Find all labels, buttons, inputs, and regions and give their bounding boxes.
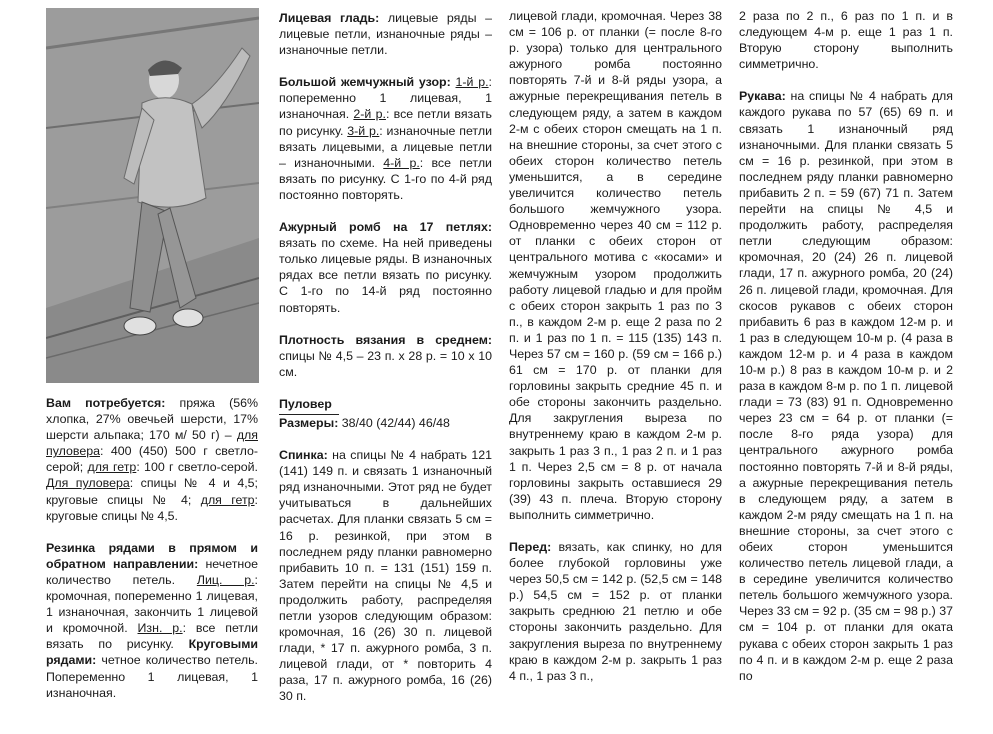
back-continued-paragraph: лицевой глади, кромочная. Через 38 см = 106 р. от планки (= после 8-го р. узора) только для центрального ажурного ромба постоянно повторять 7-й и 8-й ряды узора, а ажурные перекрещивания петель в следующем ряду, а затем в каждом 2-м с обеих сторон смещать на 1 п. на внешние стороны, за счет этого с обеих сторон количество петель уменьшится, а в середине увеличится количество петель большого жемчужного узора. Одновременно через 40 см = 112 р. от планки с обеих сторон от центрального мотива с «косами» и жемчужным узором продолжить работу лицевой гладью и для пройм с обеих сторон закрыть 1 раз по 3 п., в каждом 2-м р. еще 2 раза по 2 п. и 1 раз по 1 п. = 115 (135) 143 п. Через 57 см = 160 р. (59 см = 166 р.) 61 см = 170 р. от планки для горловины закрыть средние 45 п. и обе стороны закончить раздельно. Для закругления выреза по внутреннему краю в каждом 2-м р. закрыть 1 раз 3 п., 1 раз 2 п. и 1 раз 1 п. Через 2,5 см = 8 р. от начала горловины закрыть оставшиеся 29 (39) 43 п. плеча. Вторую сторону выполнить симметрично. bbox=[509, 9, 722, 522]
front-paragraph: Перед: вязать, как спинку, но для более глубокой горловины уже через 50,5 см = 142 р. (52,5 см = 148 р.) 54,5 см = 152 р. от планки закрыть среднюю 21 петлю и обе стороны закончить раздельно. Для закругления выреза по внутреннему краю в каждом 2-м р. закрыть 1 раз 4 п., 1 раз 3 п., bbox=[509, 540, 722, 683]
front-continued-paragraph: 2 раза по 2 п., 6 раз по 1 п. и в следующем 4-м р. еще 1 раз 1 п. Вторую сторону выполнить симметрично. bbox=[739, 9, 953, 72]
gauge-paragraph: Плотность вязания в среднем: спицы № 4,5 – 23 п. х 28 р. = 10 х 10 см. bbox=[279, 332, 492, 379]
pullover-heading: Пуловер bbox=[279, 396, 332, 411]
moss-stitch-paragraph: Большой жемчужный узор: 1-й р.: попеременно 1 лицевая, 1 изнаночная. 2-й р.: все петли вязать по рисунку. 3-й р.: изнаночные петли вязать лицевыми, а лицевые петли – изнаночными. 4-й р.: все петли вязать по рисунку. С 1-го по 4-й ряд постоянно повторять. bbox=[279, 75, 492, 202]
model-photo-illustration bbox=[46, 8, 259, 383]
column-1 bbox=[46, 395, 258, 730]
rib-paragraph: Резинка рядами в прямом и обратном направлении: нечетное количество петель. Лиц. р.: кромочная, попеременно 1 лицевая, 1 изнаночная, закончить 1 лицевой и кромочной. Изн. р.: все петли вязать по рисунку. Круговыми рядами: четное количество петель. Попеременно 1 лицевая, 1 изнаночная. bbox=[46, 540, 258, 700]
model-photo bbox=[46, 8, 259, 383]
materials-paragraph: Вам потребуется: пряжа (56% хлопка, 27% овечьей шерсти, 17% шерсти альпака; 170 м/ 50 г) – для пуловера: 400 (450) 500 г светло-серой; для гетр: 100 г светло-серой. Для пуловера: спицы № 4 и 4,5; круговые спицы № 4; для гетр: круговые спицы № 4,5. bbox=[46, 396, 258, 523]
column-3 bbox=[509, 8, 722, 730]
stockinette-paragraph: Лицевая гладь: лицевые ряды – лицевые петли, изнаночные ряды – изнаночные петли. bbox=[279, 11, 492, 58]
lace-diamond-paragraph: Ажурный ромб на 17 петлях: вязать по схеме. На ней приведены только лицевые ряды. В изнаночных рядах все петли вязать по рисунку. С 1-го по 14-й ряд постоянно повторять. bbox=[279, 220, 492, 315]
column-2 bbox=[279, 10, 492, 730]
back-paragraph: Спинка: на спицы № 4 набрать 121 (141) 149 п. и связать 1 изнаночный ряд изнаночными. Этот ряд не будет учитываться в дальнейших расчетах. Для планки связать 5 см = 16 р. резинкой, при этом в последнем ряду планки равномерно прибавить 10 п. = 131 (151) 159 п. Затем перейти на спицы № 4,5 и продолжить работу, распределяя петли узоров следующим образом: кромочная, 16 (26) 30 п. лицевой глади, * 17 п. ажурного ромба, 3 п. лицевой глади, от * повторить 4 раза, 17 п. ажурного ромба, 16 (26) 30 п. bbox=[279, 448, 492, 704]
sizes-paragraph: Размеры: 38/40 (42/44) 46/48 bbox=[279, 415, 450, 430]
column-4 bbox=[739, 8, 953, 730]
sleeves-paragraph: Рукава: на спицы № 4 набрать для каждого рукава по 57 (65) 69 п. и связать 1 изнаночный ряд изнаночными. Для планки связать 5 см = 16 р. резинкой, при этом в последнем ряду планки равномерно прибавить 2 п. = 59 (67) 71 п. Затем перейти на спицы № 4,5 и продолжить работу, распределяя петли следующим образом: кромочная, 20 (24) 26 п. лицевой глади, 17 п. ажурного ромба, 20 (24) 26 п. лицевой глади, кромочная. Для скосов рукавов с обеих сторон прибавить 6 раз в каждом 12-м р. и 1 раз в следующем 10-м р. (4 раза в каждом 12-м р. и 4 раза в каждом 10-м р.) 8 раз в каждом 10-м р. и 2 раза в каждом 8-м р. по 1 п. лицевой глади = 73 (83) 91 п. Одновременно через 23 см = 64 р. от планки (= после 8-го ряда узора) для центрального ажурного ромба постоянно повторять 7-й и 8-й ряды, а ажурные перекрещивания петель в следующем ряду, а затем в каждом 2-м ряду смещать на 1 п. на внешние стороны, за счет этого с обеих сторон уменьшится количество петель лицевой глади, а в середине увеличится количество петель большого жемчужного узора. Через 33 см = 92 р. (35 см = 98 р.) 37 см = 104 р. от планки для оката рукава с обеих сторон закрыть 1 раз по 4 п. и в каждом 2-м р. еще 2 раза по bbox=[739, 89, 953, 683]
